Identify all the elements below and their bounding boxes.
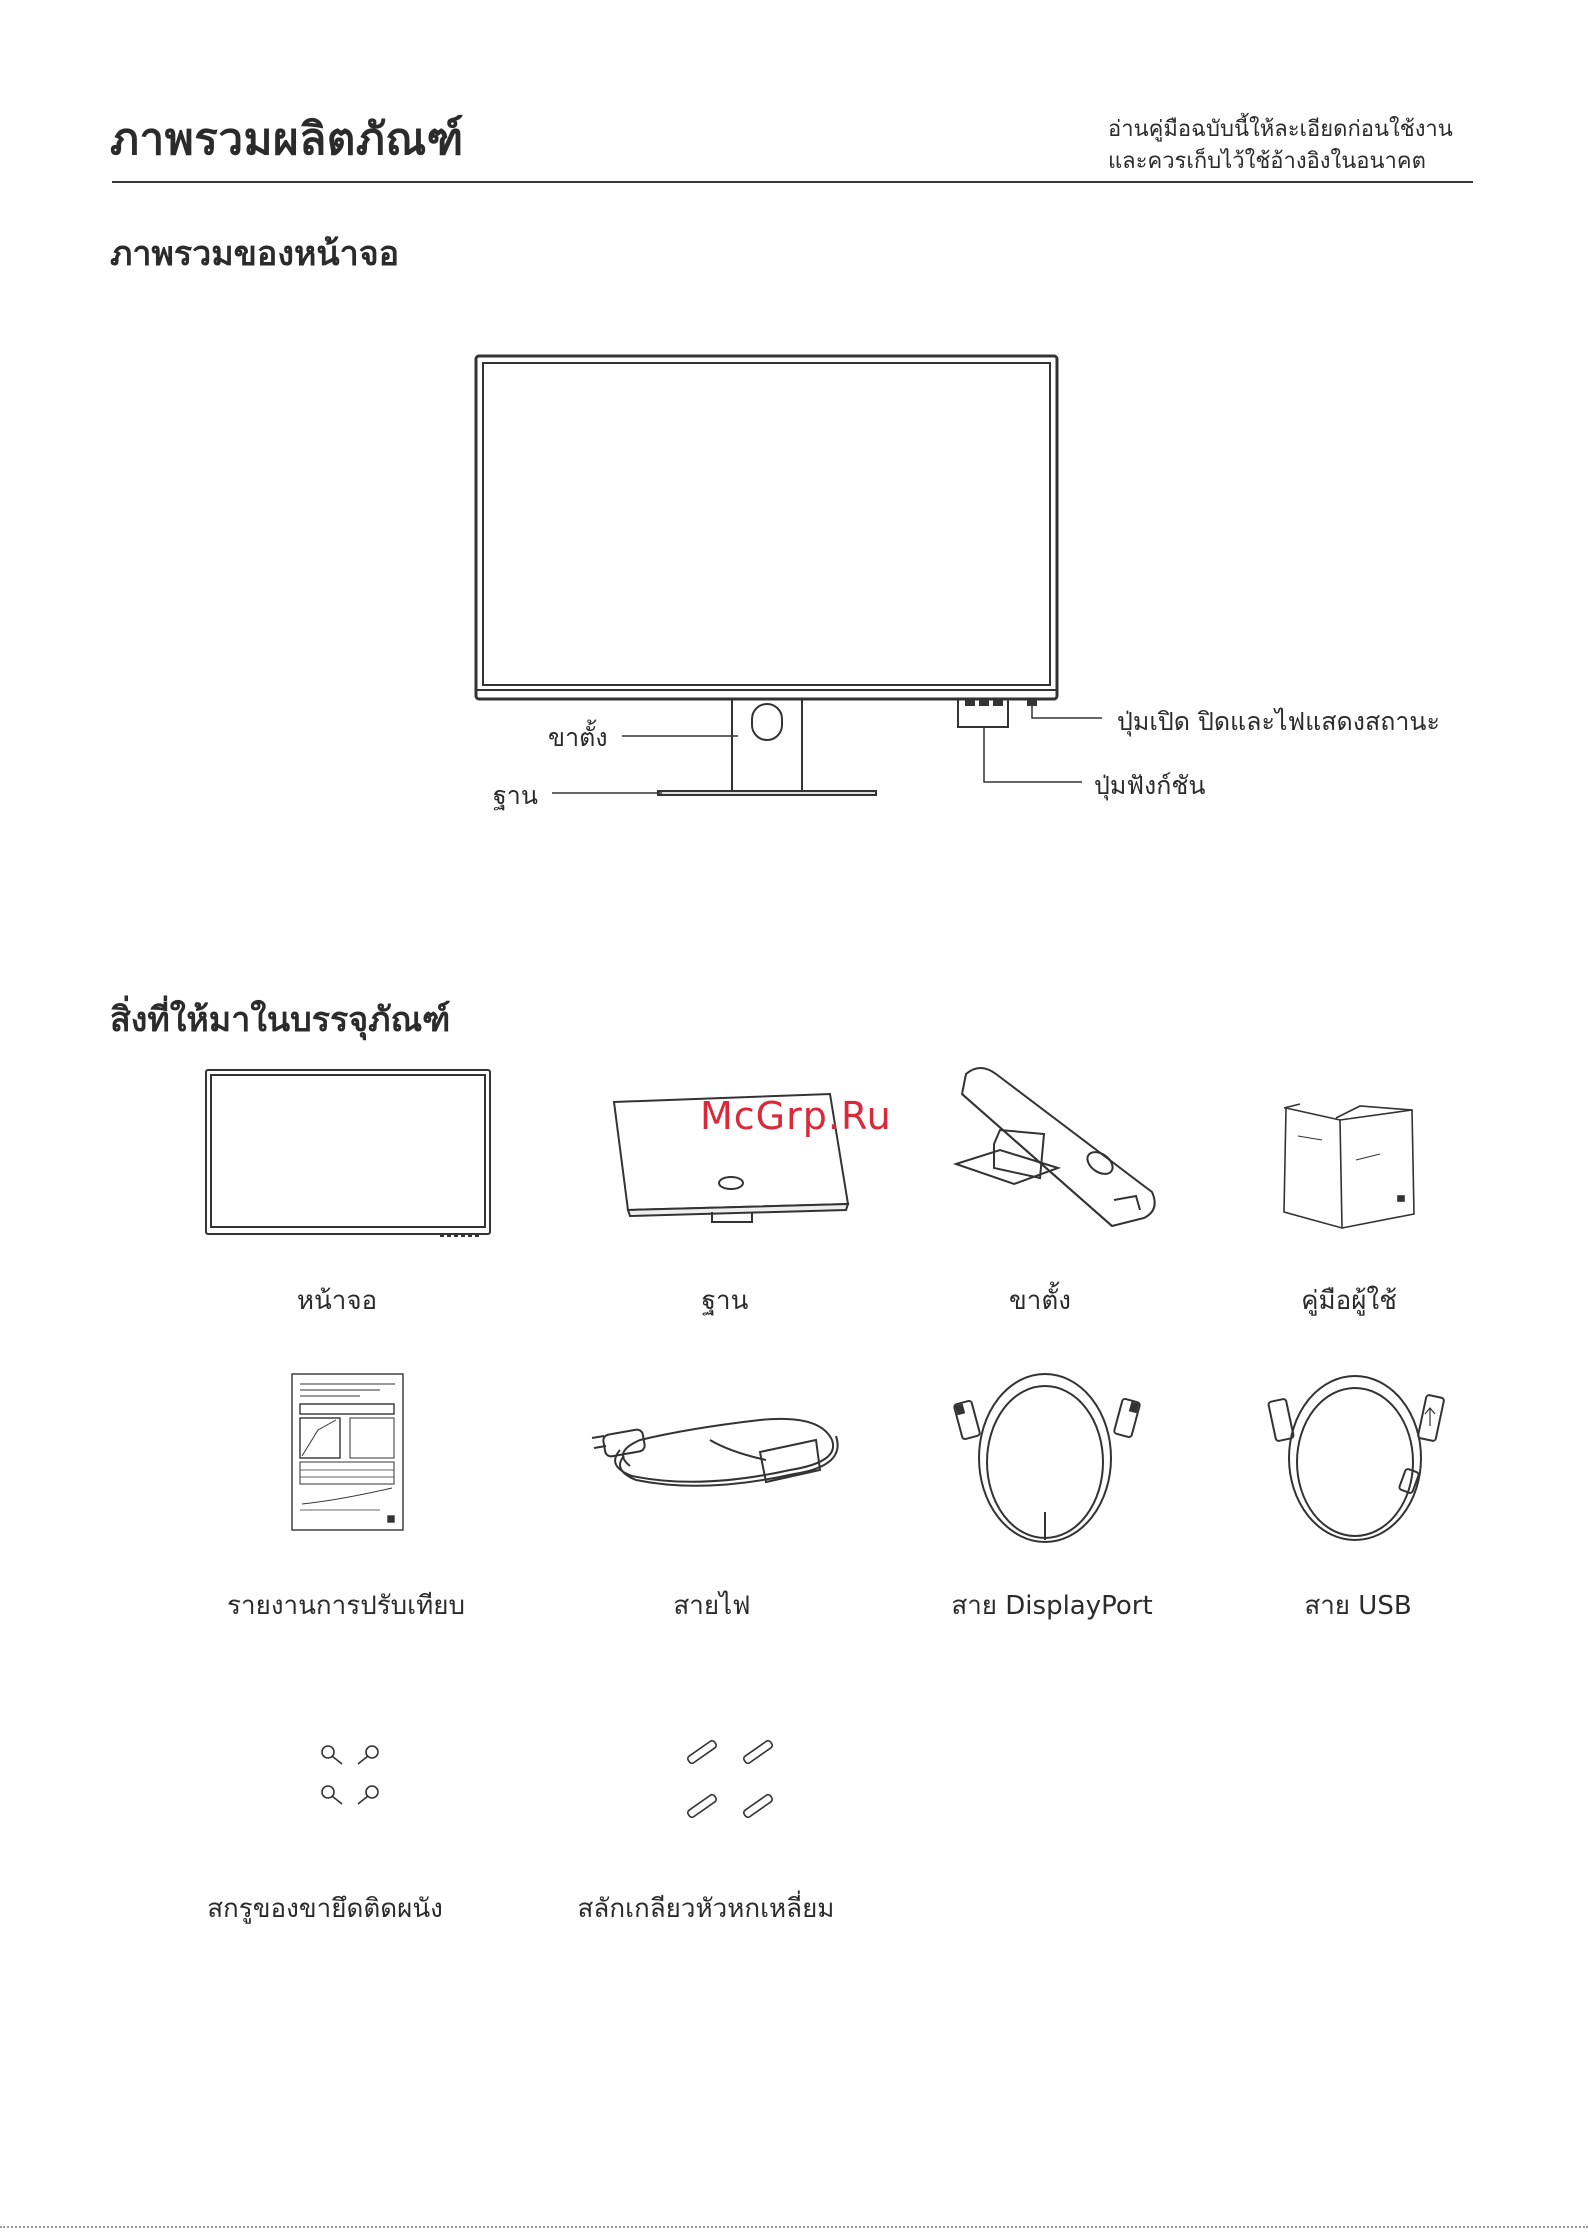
caption-wall-mount-screws: สกรูของขายึดติดผนัง bbox=[207, 1894, 443, 1924]
caption-monitor: หน้าจอ bbox=[296, 1286, 378, 1316]
page-title: ภาพรวมผลิตภัณฑ์ bbox=[110, 114, 464, 165]
header-note-line-2: และควรเก็บไว้ใช้อ้างอิงในอนาคต bbox=[1108, 149, 1426, 174]
watermark: McGrp.Ru bbox=[700, 1094, 892, 1138]
stand-arm-icon bbox=[956, 1068, 1155, 1226]
caption-base: ฐาน bbox=[701, 1286, 749, 1316]
caption-user-manual: คู่มือผู้ใช้ bbox=[1301, 1286, 1397, 1316]
user-manual-icon bbox=[1284, 1104, 1414, 1228]
label-stand: ขาตั้ง bbox=[548, 723, 608, 752]
wall-mount-screws-icon bbox=[322, 1746, 378, 1804]
hex-bolts-icon bbox=[687, 1740, 774, 1819]
caption-usb-cable: สาย USB bbox=[1304, 1591, 1412, 1621]
caption-power-cable: สายไฟ bbox=[673, 1591, 751, 1621]
calibration-report-icon bbox=[292, 1374, 403, 1530]
caption-stand: ขาตั้ง bbox=[1009, 1286, 1071, 1316]
caption-displayport-cable: สาย DisplayPort bbox=[951, 1591, 1153, 1621]
caption-calibration-report: รายงานการปรับเทียบ bbox=[227, 1591, 465, 1621]
caption-hex-bolts: สลักเกลียวหัวหกเหลี่ยม bbox=[577, 1894, 835, 1924]
usb-cable-icon bbox=[1268, 1376, 1444, 1540]
header-note-line-1: อ่านคู่มือฉบับนี้ให้ละเอียดก่อนใช้งาน bbox=[1108, 117, 1453, 142]
label-power-button: ปุ่มเปิด ปิดและไฟแสดงสถานะ bbox=[1117, 707, 1440, 736]
label-function-buttons: ปุ่มฟังก์ชัน bbox=[1094, 771, 1206, 800]
page-bottom-edge bbox=[0, 2226, 1588, 2228]
label-base: ฐาน bbox=[493, 781, 538, 810]
power-cable-icon bbox=[592, 1419, 838, 1486]
overview-section-title: ภาพรวมของหน้าจอ bbox=[110, 234, 400, 274]
package-section-title: สิ่งที่ให้มาในบรรจุภัณฑ์ bbox=[110, 1000, 451, 1040]
displayport-cable-icon bbox=[954, 1374, 1141, 1542]
monitor-panel-icon bbox=[206, 1070, 490, 1236]
